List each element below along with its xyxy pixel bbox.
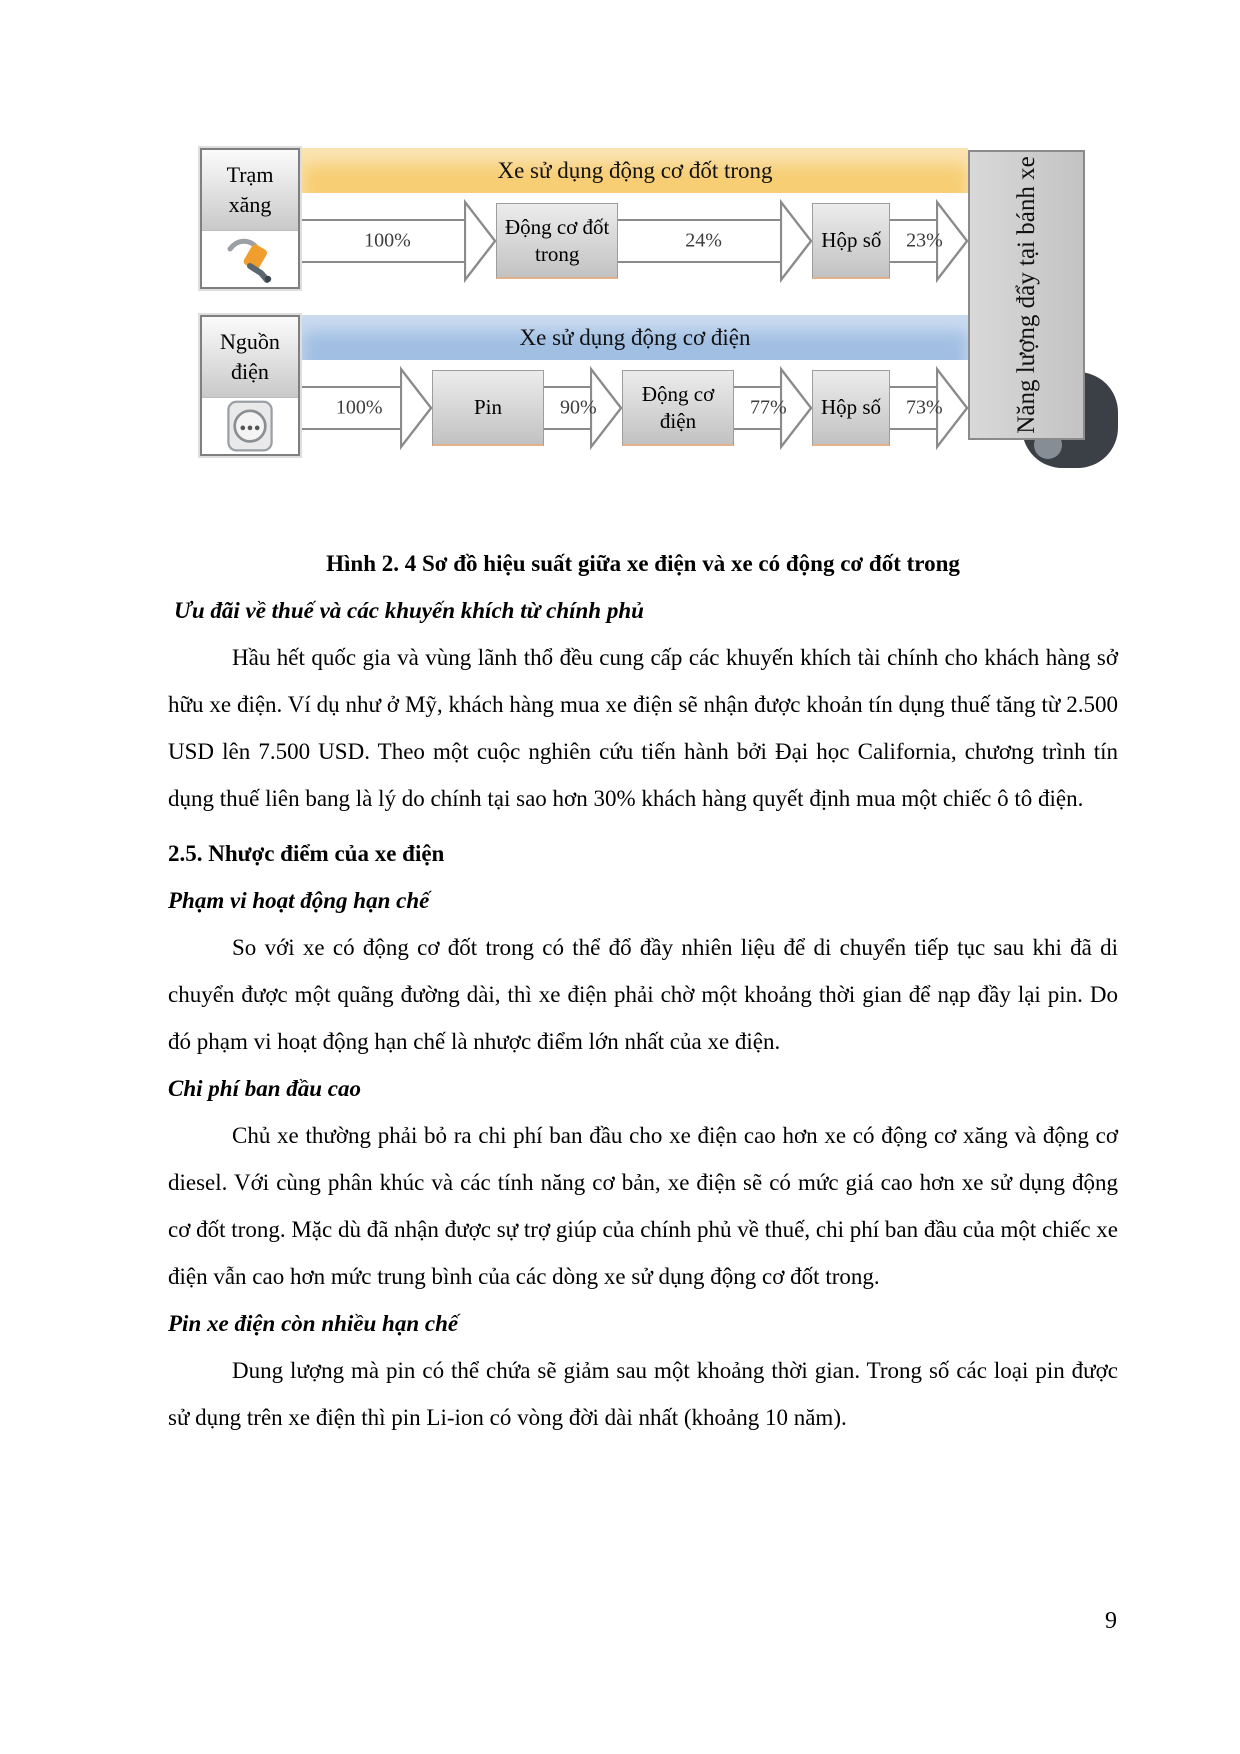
efficiency-label: 90% bbox=[559, 396, 597, 419]
fuel-nozzle-icon bbox=[202, 231, 298, 289]
incentives-heading: Ưu đãi về thuế và các khuyến khích từ chính phủ bbox=[174, 598, 644, 623]
battery-paragraph: Dung lượng mà pin có thể chứa sẽ giảm sau một khoảng thời gian. Trong số các loại pin được sử dụng trên xe điện thì pin Li-ion có vòng đời dài nhất (khoảng 10 năm). bbox=[168, 1358, 1118, 1430]
efficiency-label: 23% bbox=[906, 229, 943, 252]
efficiency-label: 100% bbox=[364, 229, 411, 252]
incentives-paragraph: Hầu hết quốc gia và vùng lãnh thổ đều cung cấp các khuyến khích tài chính cho khách hàng sở hữu xe điện. Ví dụ như ở Mỹ, khách hàng mua xe điện sẽ nhận được khoản tín dụng thuế tăng từ 2.500 USD lên 7.500 USD. Theo một cuộc nghiên cứu tiến hành bởi Đại học California, chương trình tín dụng thuế liên bang là lý do chính tại sao hơn 30% khách hàng quyết định mua một chiếc ô tô điện. bbox=[168, 645, 1118, 811]
page-number: 9 bbox=[1105, 1608, 1117, 1634]
flow-arrow bbox=[302, 366, 432, 450]
battery-heading: Pin xe điện còn nhiều hạn chế bbox=[168, 1311, 459, 1336]
sink-box bbox=[968, 150, 1085, 440]
efficiency-label: 77% bbox=[749, 396, 787, 419]
flow-arrow bbox=[890, 199, 968, 283]
process-box: Hộp số bbox=[812, 370, 890, 446]
efficiency-label: 100% bbox=[335, 396, 383, 419]
source-label: Trạm xăng bbox=[202, 150, 298, 231]
row-main bbox=[302, 315, 968, 456]
range-heading: Phạm vi hoạt động hạn chế bbox=[168, 888, 430, 913]
arrow-head-icon bbox=[780, 199, 812, 283]
process-box: Hộp số bbox=[812, 203, 890, 279]
source-box bbox=[200, 148, 300, 289]
arrow-head-icon bbox=[464, 199, 496, 283]
row-flow bbox=[302, 201, 968, 281]
flow-arrow bbox=[544, 366, 622, 450]
diagram-row-ice bbox=[200, 148, 968, 289]
range-paragraph: So với xe có động cơ đốt trong có thể đổ đầy nhiên liệu để di chuyển tiếp tục sau khi đã di chuyển được một quãng đường dài, thì xe điện phải chờ một khoảng thời gian để nạp đầy lại pin. Do đó phạm vi hoạt động hạn chế là nhược điểm lớn nhất của xe điện. bbox=[168, 935, 1118, 1054]
process-box: Động cơ điện bbox=[622, 370, 734, 446]
arrow-head-icon bbox=[400, 366, 432, 450]
power-socket-icon bbox=[202, 398, 298, 456]
flow-arrow bbox=[618, 199, 812, 283]
row-main bbox=[302, 148, 968, 289]
diagram-row-ev bbox=[200, 315, 968, 456]
flow-arrow bbox=[890, 366, 968, 450]
cost-paragraph: Chủ xe thường phải bỏ ra chi phí ban đầu cho xe điện cao hơn xe có động cơ xăng và động cơ diesel. Với cùng phân khúc và các tính năng cơ bản, xe điện sẽ có mức giá cao hơn xe sử dụng động cơ đốt trong. Mặc dù đã nhận được sự trợ giúp của chính phủ về thuế, chi phí ban đầu của một chiếc xe điện vẫn cao hơn mức trung bình của các dòng xe sử dụng động cơ đốt trong. bbox=[168, 1123, 1118, 1289]
section-2-5-heading: 2.5. Nhược điểm của xe điện bbox=[168, 841, 445, 866]
row-header: Xe sử dụng động cơ đốt trong bbox=[302, 148, 968, 193]
figure-caption: Hình 2. 4 Sơ đồ hiệu suất giữa xe điện và xe có động cơ đốt trong bbox=[326, 551, 960, 576]
efficiency-label: 73% bbox=[905, 396, 943, 419]
efficiency-label: 24% bbox=[685, 229, 722, 252]
figure-diagram bbox=[200, 148, 1085, 468]
process-box: Động cơ đốt trong bbox=[496, 203, 618, 279]
sink-label: Năng lượng đẩy tại bánh xe bbox=[1012, 156, 1040, 434]
flow-arrow bbox=[302, 199, 496, 283]
source-label: Nguồn điện bbox=[202, 317, 298, 398]
process-box: Pin bbox=[432, 370, 544, 446]
row-flow bbox=[302, 368, 968, 448]
source-box bbox=[200, 315, 300, 456]
row-header: Xe sử dụng động cơ điện bbox=[302, 315, 968, 360]
cost-heading: Chi phí ban đầu cao bbox=[168, 1076, 361, 1101]
flow-arrow bbox=[734, 366, 812, 450]
page-body bbox=[168, 540, 1118, 1441]
